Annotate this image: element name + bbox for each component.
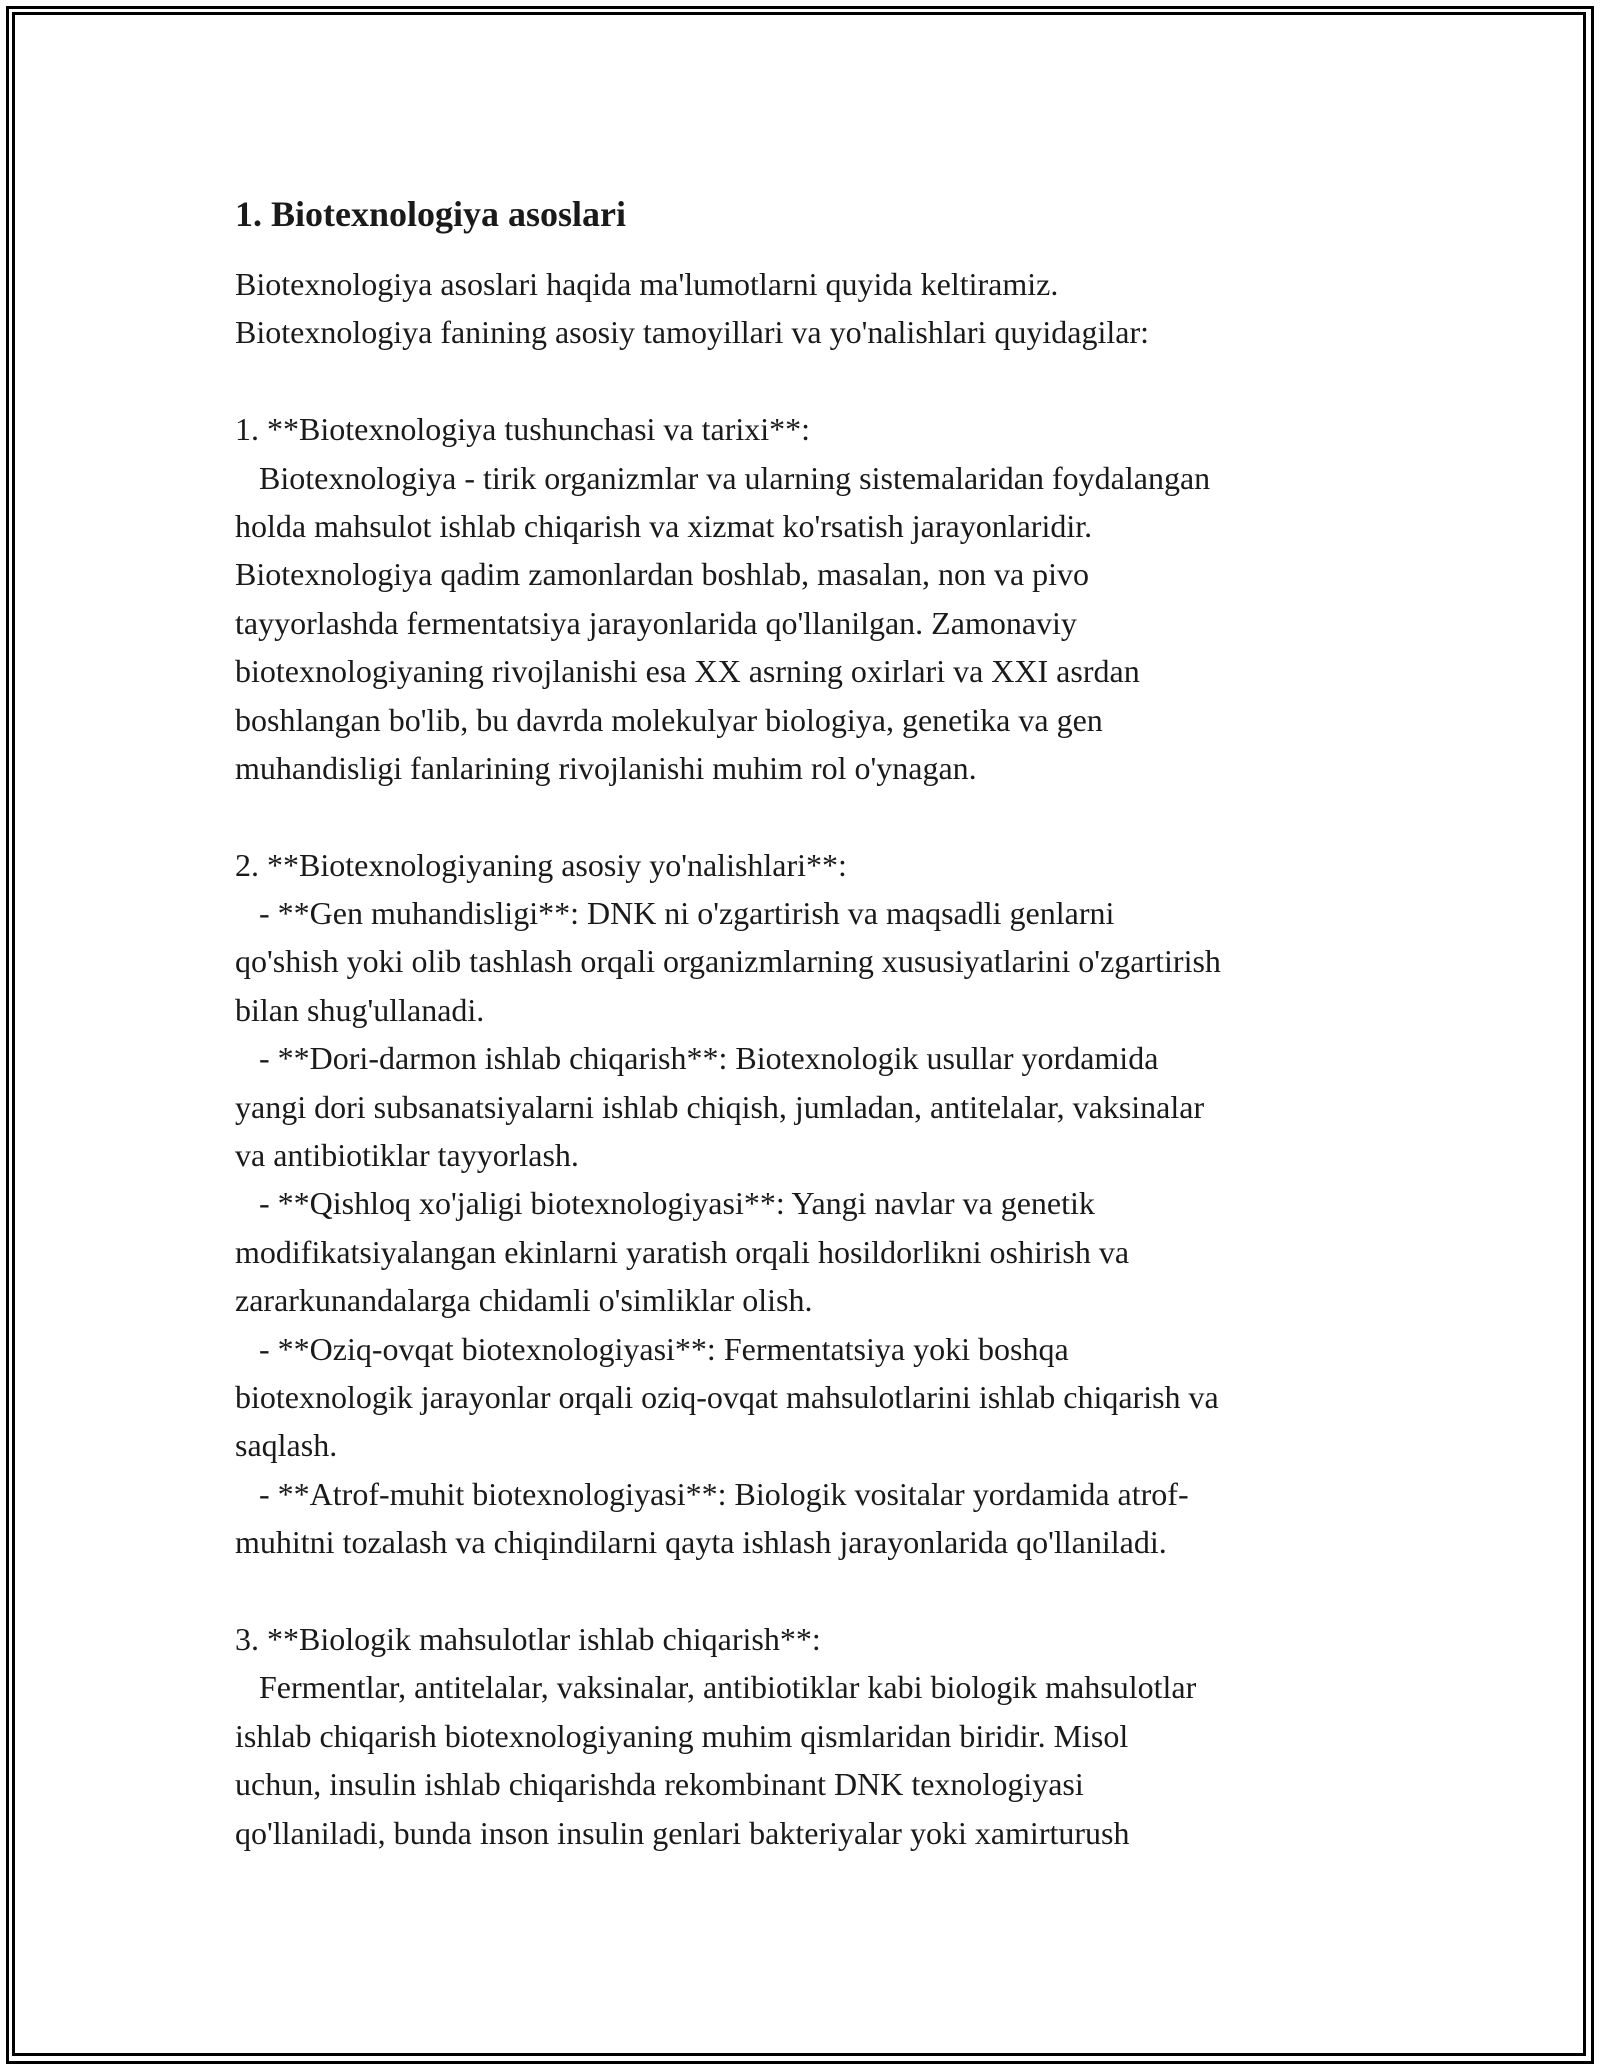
text-line: modifikatsiyalangan ekinlarni yaratish orqali hosildorlikni oshirish va — [235, 1233, 1130, 1270]
text-line: yangi dori subsanatsiyalarni ishlab chiqish, jumladan, antitelalar, vaksinalar — [235, 1088, 1205, 1125]
text-line: Fermentlar, antitelalar, vaksinalar, antibiotiklar kabi biologik mahsulotlar — [235, 1669, 1197, 1706]
text-line: boshlangan bo'lib, bu davrda molekulyar biologiya, genetika va gen — [235, 701, 1103, 738]
text-line: biotexnologiyaning rivojlanishi esa XX asrning oxirlari va XXI asrdan — [235, 653, 1140, 690]
text-line: holda mahsulot ishlab chiqarish va xizmat ko'rsatish jarayonlaridir. — [235, 507, 1093, 544]
text-line: biotexnologik jarayonlar orqali oziq-ovqat mahsulotlarini ishlab chiqarish va — [235, 1378, 1219, 1415]
text-line: qo'shish yoki olib tashlash orqali organizmlarning xususiyatlarini o'zgartirish — [235, 943, 1221, 980]
text-line: muhandisligi fanlarining rivojlanishi muhim rol o'ynagan. — [235, 749, 977, 786]
text-line: Biotexnologiya asoslari haqida ma'lumotlarni quyida keltiramiz. — [235, 266, 1059, 302]
text-line: zararkunandalarga chidamli o'simliklar olish. — [235, 1282, 813, 1319]
text-line: muhitni tozalash va chiqindilarni qayta ishlash jarayonlarida qo'llaniladi. — [235, 1524, 1167, 1561]
text-line: tayyorlashda fermentatsiya jarayonlarida qo'llanilgan. Zamonaviy — [235, 604, 1077, 641]
text-line — [235, 792, 1385, 840]
text-line: Biotexnologiya qadim zamonlardan boshlab, masalan, non va pivo — [235, 556, 1090, 593]
text-line — [235, 1567, 1385, 1615]
text-line: 2. **Biotexnologiyaning asosiy yo'nalishlari**: — [235, 846, 847, 883]
text-line: 3. **Biologik mahsulotlar ishlab chiqarish**: — [235, 1620, 821, 1657]
text-line: Biotexnologiya fanining asosiy tamoyillari va yo'nalishlari quyidagilar: — [235, 314, 1150, 351]
text-line: qo'llaniladi, bunda inson insulin genlari bakteriyalar yoki xamirturush — [235, 1814, 1130, 1851]
text-line: uchun, insulin ishlab chiqarishda rekombinant DNK texnologiyasi — [235, 1766, 1084, 1803]
text-line: ishlab chiqarish biotexnologiyaning muhim qismlaridan biridir. Misol — [235, 1717, 1129, 1754]
text-line: - **Oziq-ovqat biotexnologiyasi**: Fermentatsiya yoki boshqa — [235, 1330, 1069, 1367]
text-line — [235, 357, 1385, 405]
text-line: - **Qishloq xo'jaligi biotexnologiyasi**: Yangi navlar va genetik — [235, 1185, 1095, 1222]
text-line: - **Dori-darmon ishlab chiqarish**: Biotexnologik usullar yordamida — [235, 1040, 1159, 1077]
text-line: 1. **Biotexnologiya tushunchasi va tarixi**: — [235, 411, 811, 448]
document-heading: 1. Biotexnologiya asoslari — [235, 194, 627, 234]
document-body — [235, 186, 1385, 1857]
text-line: bilan shug'ullanadi. — [235, 991, 485, 1028]
text-line: va antibiotiklar tayyorlash. — [235, 1137, 579, 1174]
text-line: - **Atrof-muhit biotexnologiyasi**: Biologik vositalar yordamida atrof- — [235, 1475, 1189, 1512]
text-line: - **Gen muhandisligi**: DNK ni o'zgartirish va maqsadli genlarni — [235, 895, 1115, 932]
text-line: saqlash. — [235, 1427, 338, 1464]
text-line: Biotexnologiya - tirik organizmlar va ularning sistemalaridan foydalangan — [235, 459, 1211, 496]
document-text — [235, 260, 1385, 1857]
